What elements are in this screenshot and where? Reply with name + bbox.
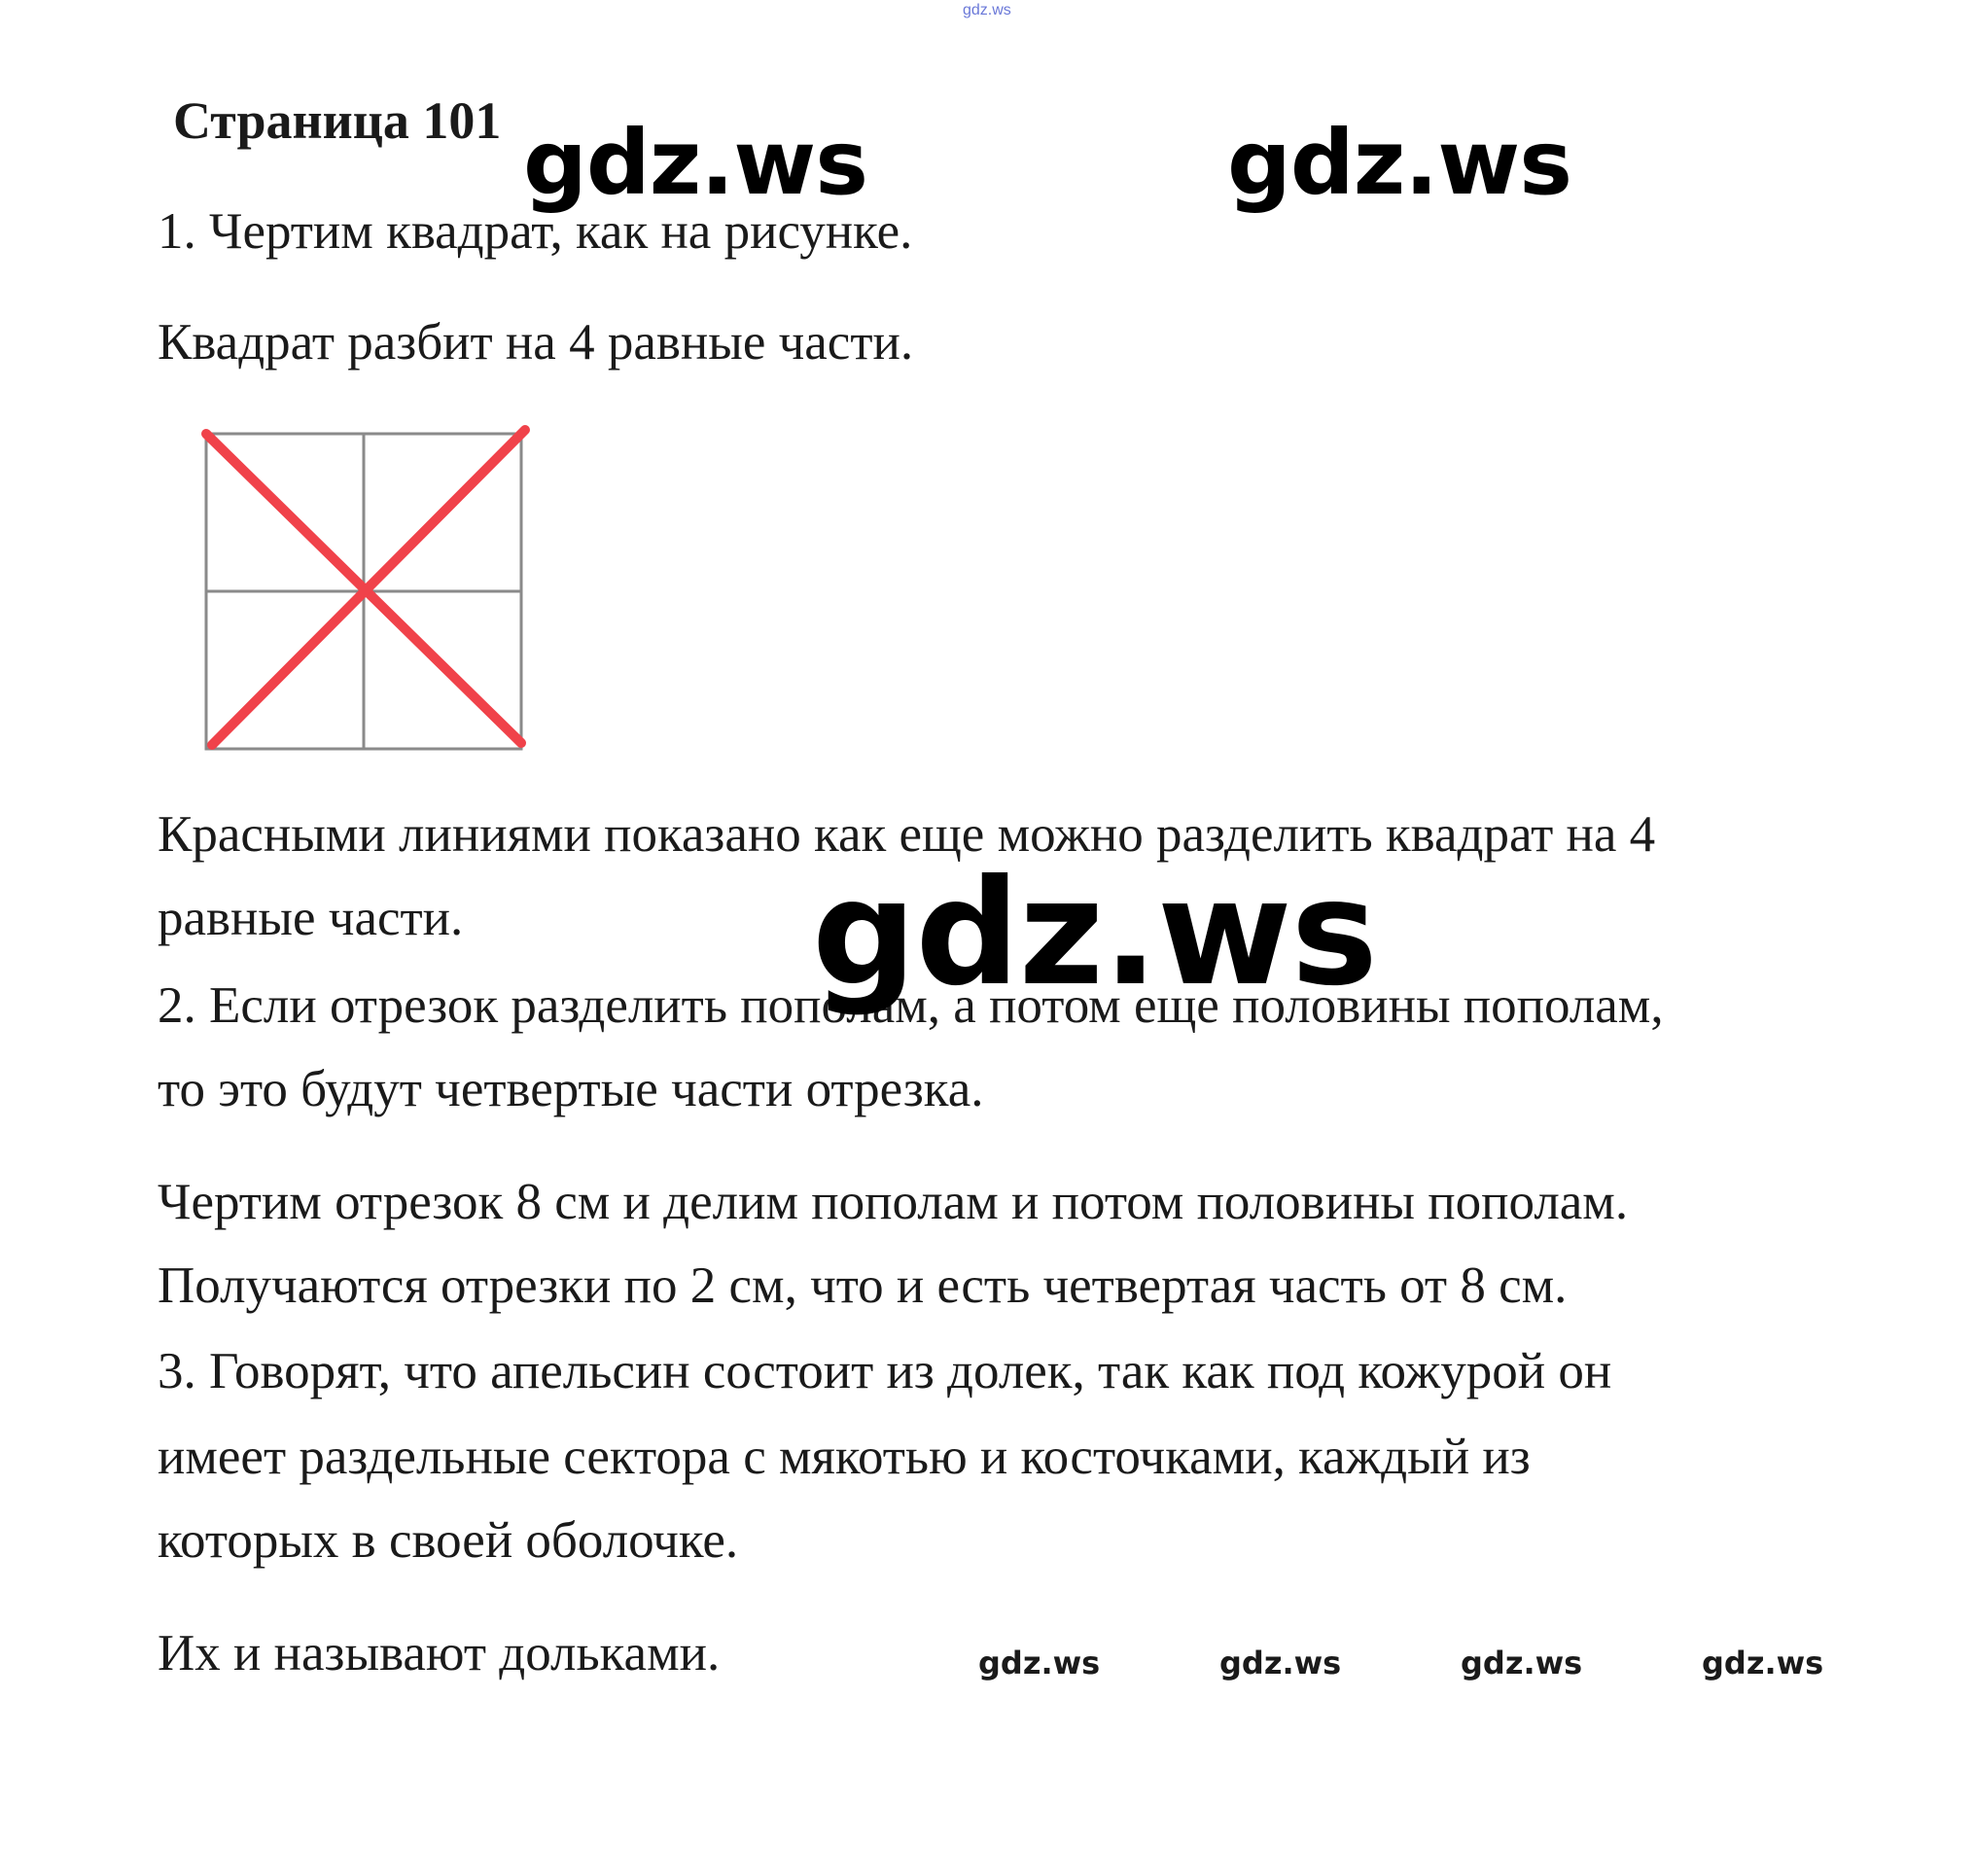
watermark-bottom-4: gdz.ws bbox=[1702, 1645, 1824, 1681]
square-figure bbox=[185, 408, 554, 778]
watermark-bottom-1: gdz.ws bbox=[978, 1645, 1101, 1681]
watermark-large-right: gdz.ws bbox=[1227, 111, 1571, 215]
task-1-line-1: 1. Чертим квадрат, как на рисунке. bbox=[158, 203, 913, 260]
task-3-line-3: которых в своей оболочке. bbox=[158, 1512, 739, 1569]
watermark-center: gdz.ws bbox=[812, 849, 1377, 1018]
task-3-line-2: имеет раздельные сектора с мякотью и косточками, каждый из bbox=[158, 1429, 1531, 1485]
task-3-line-4: Их и называют дольками. bbox=[158, 1625, 721, 1681]
task-2-line-4: Получаются отрезки по 2 см, что и есть четвертая часть от 8 см. bbox=[158, 1257, 1568, 1314]
task-2-line-2: то это будут четвертые части отрезка. bbox=[158, 1061, 984, 1117]
task-1-line-2: Квадрат разбит на 4 равные части. bbox=[158, 314, 914, 371]
task-2-line-1: 2. Если отрезок разделить пополам, а потом еще половины пополам, bbox=[158, 977, 1664, 1034]
watermark-top: gdz.ws bbox=[963, 2, 1011, 18]
page-title: Страница 101 bbox=[173, 91, 502, 150]
task-1-line-4: равные части. bbox=[158, 890, 464, 946]
watermark-large-left: gdz.ws bbox=[523, 111, 867, 215]
task-3-line-1: 3. Говорят, что апельсин состоит из долек, так как под кожурой он bbox=[158, 1343, 1612, 1399]
task-1-line-3: Красными линиями показано как еще можно разделить квадрат на 4 bbox=[158, 806, 1656, 863]
watermark-bottom-2: gdz.ws bbox=[1219, 1645, 1342, 1681]
watermark-bottom-3: gdz.ws bbox=[1461, 1645, 1583, 1681]
task-2-line-3: Чертим отрезок 8 см и делим пополам и потом половины пополам. bbox=[158, 1174, 1629, 1230]
